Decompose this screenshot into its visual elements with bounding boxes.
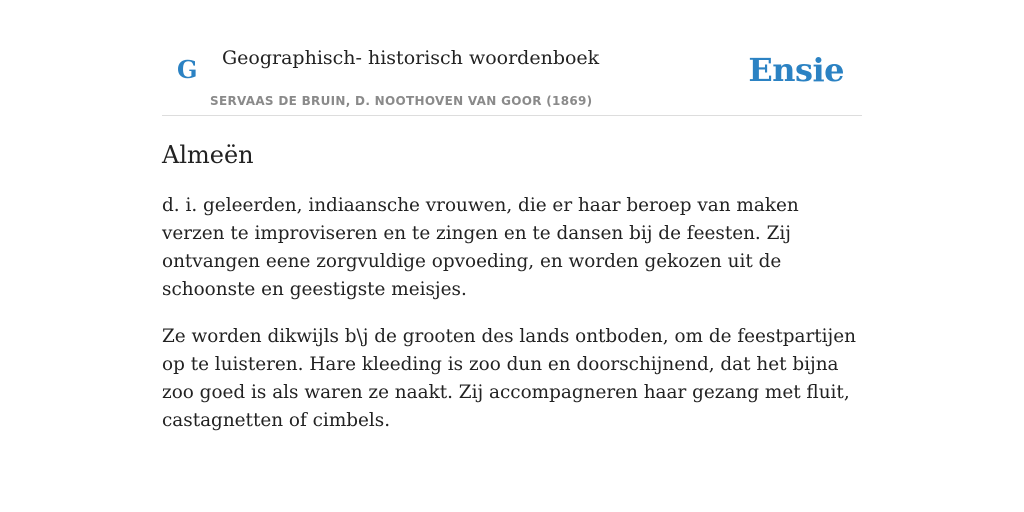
book-title-link[interactable]: Geographisch- historisch woordenboek [222, 47, 600, 69]
entry-body [162, 192, 862, 435]
book-letter-link[interactable]: G [177, 55, 198, 84]
entry-paragraph: Ze worden dikwijls b\j de grooten des lands ontboden, om de feestpartijen op te luisteren. Hare kleeding is zoo dun en doorschijnend, dat het bijna zoo goed is als waren ze naakt. Zij accompagneren haar gezang met fluit, castagnetten of cimbels. [162, 326, 856, 431]
entry-page [162, 0, 862, 454]
book-header [162, 0, 862, 116]
entry-paragraph: d. i. geleerden, indiaansche vrouwen, die er haar beroep van maken verzen te improviseren en te zingen en te dansen bij de feesten. Zij ontvangen eene zorgvuldige opvoeding, en worden gekozen uit de schoonste en geestigste meisjes. [162, 195, 799, 300]
ensie-logo-link[interactable]: Ensie [748, 51, 844, 89]
book-authors: SERVAAS DE BRUIN, D. NOOTHOVEN VAN GOOR (1869) [210, 94, 593, 108]
entry-title: Almeën [162, 141, 254, 169]
